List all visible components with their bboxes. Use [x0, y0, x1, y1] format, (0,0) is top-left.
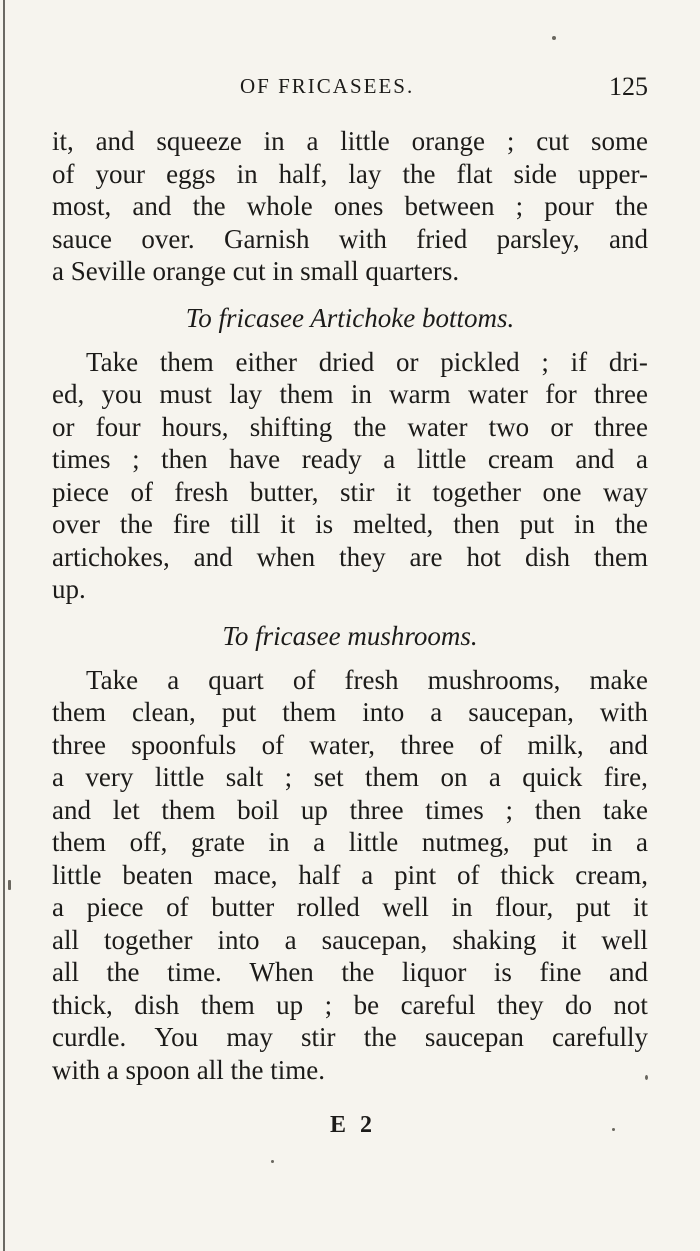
word: some — [591, 126, 648, 156]
word: well — [382, 892, 429, 922]
word: of — [261, 729, 285, 760]
page-edge — [3, 0, 5, 1251]
word: careful — [400, 989, 476, 1020]
word: off, — [129, 827, 168, 857]
word: dri- — [608, 346, 648, 377]
text-line — [52, 541, 648, 574]
word: with — [338, 223, 387, 254]
word: up — [276, 989, 304, 1020]
word: a — [167, 664, 180, 695]
running-head — [0, 72, 700, 112]
word: the — [614, 191, 648, 221]
word: into — [362, 697, 405, 727]
word: and — [193, 541, 233, 572]
word: of — [52, 158, 75, 189]
word: of — [292, 664, 316, 695]
word: clean, — [132, 697, 196, 727]
word: or — [395, 346, 419, 377]
word: squeeze — [156, 126, 242, 156]
word: a — [284, 924, 297, 955]
word: cream, — [575, 859, 648, 890]
word: parsley, — [496, 223, 580, 254]
paper-speck — [552, 36, 556, 40]
word: mushrooms, — [427, 664, 561, 695]
word: them — [282, 697, 337, 727]
word: take — [602, 794, 648, 825]
word: fire — [172, 509, 211, 539]
word: of — [479, 729, 503, 760]
word: salt — [225, 762, 264, 792]
word: nutmeg, — [421, 827, 510, 857]
word: ; — [505, 794, 514, 825]
word: hours, — [161, 411, 229, 442]
word: fresh — [174, 476, 229, 507]
word: Take — [86, 664, 139, 695]
recipe-heading-artichoke: To fricasee Artichoke bottoms. — [185, 302, 515, 333]
word: put — [575, 892, 611, 922]
word: butter — [211, 892, 275, 922]
word: is — [315, 509, 334, 539]
word: whole — [246, 191, 313, 221]
text-line — [52, 476, 648, 509]
word: side — [513, 158, 557, 189]
word: well — [601, 924, 648, 955]
word: must — [159, 379, 212, 409]
word: it, — [52, 126, 74, 156]
text-line — [52, 761, 648, 794]
word: time. — [167, 957, 222, 987]
word: if — [570, 346, 588, 377]
text-line — [52, 411, 648, 444]
word: butter, — [249, 476, 319, 507]
word: half — [298, 859, 341, 890]
word: cut — [536, 126, 570, 156]
word: are — [409, 541, 443, 572]
word: very — [85, 762, 134, 792]
word: have — [229, 444, 281, 474]
word: times — [425, 794, 484, 825]
word: in — [236, 158, 258, 189]
word: pint — [394, 859, 437, 890]
word: fresh — [344, 664, 399, 695]
word: one — [542, 476, 582, 507]
word: let — [112, 794, 140, 825]
word: do — [564, 989, 592, 1020]
word: a — [313, 827, 326, 857]
word: little — [52, 859, 102, 890]
word: little — [340, 126, 390, 156]
word: together — [432, 476, 521, 507]
word: rolled — [296, 892, 360, 922]
word: be — [353, 989, 380, 1020]
word: ; — [284, 762, 293, 792]
word: the — [402, 158, 436, 189]
word: put — [533, 827, 568, 857]
word: is — [493, 957, 512, 987]
word: them — [52, 827, 106, 857]
word: ; — [541, 346, 549, 377]
word: the — [106, 957, 140, 987]
word: Take — [86, 346, 139, 377]
word: grate — [190, 827, 245, 857]
text-line — [52, 190, 648, 223]
word: them — [279, 379, 334, 409]
word: may — [226, 1022, 273, 1052]
word: the — [119, 509, 153, 539]
text-line — [52, 729, 648, 762]
word: half, — [278, 158, 328, 189]
word: and — [608, 957, 648, 987]
word: ones — [333, 191, 384, 221]
word: with — [599, 697, 648, 727]
text-line — [52, 826, 648, 859]
text-line — [52, 891, 648, 924]
word: ; — [515, 191, 524, 221]
word: artichokes, — [52, 541, 170, 572]
page-body — [52, 125, 648, 1086]
word: pickled — [440, 346, 520, 377]
word: three — [52, 729, 106, 760]
word: warm — [389, 379, 451, 409]
word: a — [52, 762, 64, 792]
paragraph-eggs — [52, 125, 648, 288]
word: lay — [229, 379, 263, 409]
word: and — [608, 729, 648, 760]
word: and — [52, 794, 91, 825]
word: piece — [86, 892, 144, 922]
word: put — [221, 697, 257, 727]
word: in — [268, 827, 290, 857]
word: little — [154, 762, 205, 792]
word: dried — [318, 346, 375, 377]
word: in — [591, 827, 613, 857]
paper-speck — [8, 880, 11, 890]
word: hot — [466, 541, 501, 572]
text-line — [52, 346, 648, 379]
text-line: up. — [52, 574, 86, 604]
word: beaten — [122, 859, 193, 890]
word: liquor — [401, 957, 467, 987]
word: it — [632, 892, 648, 922]
word: up — [300, 794, 328, 825]
word: put — [519, 509, 555, 539]
word: then — [161, 444, 208, 474]
word: them — [593, 541, 648, 572]
text-line — [52, 794, 648, 827]
word: in — [451, 892, 473, 922]
running-head-title: OF FRICASEES. — [240, 74, 415, 98]
word: into — [217, 924, 260, 955]
word: or — [550, 411, 573, 442]
word: most, — [52, 191, 112, 221]
word: ready — [301, 444, 362, 474]
word: or — [52, 411, 75, 442]
word: times — [52, 444, 111, 474]
word: ; — [132, 444, 140, 474]
word: piece — [52, 476, 109, 507]
word: little — [348, 827, 399, 857]
word: they — [339, 541, 386, 572]
word: them — [159, 346, 214, 377]
paper-speck — [612, 1128, 615, 1131]
word: quick — [522, 762, 583, 792]
word: ; — [324, 989, 333, 1020]
paragraph-mushrooms — [52, 664, 648, 1087]
word: mace, — [213, 859, 278, 890]
text-line — [52, 696, 648, 729]
word: the — [614, 509, 648, 539]
signature-mark: E 2 — [330, 1112, 377, 1138]
word: dish — [524, 541, 570, 572]
text-line: with a spoon all the time. — [52, 1054, 325, 1085]
word: in — [350, 379, 372, 409]
word: in — [574, 509, 596, 539]
word: for — [545, 379, 577, 409]
word: when — [256, 541, 316, 572]
word: of — [166, 892, 189, 922]
recipe-heading-mushrooms: To fricasee mushrooms. — [222, 620, 478, 651]
word: them — [365, 762, 420, 792]
word: lay — [348, 158, 382, 189]
word: upper- — [578, 158, 648, 189]
word: pour — [544, 191, 594, 221]
word: sauce — [52, 223, 112, 254]
text-line — [52, 378, 648, 411]
word: a — [635, 444, 648, 474]
word: and — [132, 191, 172, 221]
word: fine — [539, 957, 582, 987]
word: them — [200, 989, 255, 1020]
word: the — [363, 1022, 397, 1052]
word: them — [52, 697, 106, 727]
word: quart — [208, 664, 264, 695]
text-line — [52, 664, 648, 697]
word: water — [467, 379, 528, 409]
word: till — [230, 509, 261, 539]
word: a — [488, 762, 501, 792]
word: your — [95, 158, 146, 189]
word: a — [306, 126, 319, 156]
word: and — [609, 223, 648, 254]
word: set — [313, 762, 344, 792]
text-line — [52, 443, 648, 476]
word: ed, — [52, 379, 85, 409]
word: all — [52, 924, 79, 955]
word: boil — [237, 794, 280, 825]
word: all — [52, 957, 79, 987]
word: way — [602, 476, 648, 507]
word: over. — [141, 223, 195, 254]
word: then — [453, 509, 500, 539]
word: water — [407, 411, 468, 442]
text-line — [52, 1021, 648, 1054]
word: saucepan — [424, 1022, 524, 1052]
page-number: 125 — [609, 72, 648, 101]
word: Garnish — [224, 223, 310, 254]
word: little — [416, 444, 467, 474]
word: a — [635, 827, 648, 857]
word: thick, — [52, 989, 113, 1020]
text-line — [52, 508, 648, 541]
word: not — [613, 989, 648, 1020]
word: it — [396, 476, 412, 507]
word: ; — [506, 126, 515, 156]
word: three — [349, 794, 404, 825]
word: melted, — [353, 509, 434, 539]
word: make — [589, 664, 648, 695]
paragraph-artichoke — [52, 346, 648, 606]
word: and — [95, 126, 135, 156]
word: three — [593, 411, 648, 442]
word: you — [101, 379, 143, 409]
word: the — [192, 191, 226, 221]
text-line — [52, 989, 648, 1022]
word: dish — [134, 989, 180, 1020]
word: it — [280, 509, 296, 539]
word: You — [154, 1022, 199, 1052]
word: When — [249, 957, 314, 987]
word: either — [235, 346, 298, 377]
word: two — [488, 411, 530, 442]
word: it — [561, 924, 577, 955]
word: flour, — [495, 892, 554, 922]
text-line — [52, 223, 648, 256]
word: milk, — [527, 729, 584, 760]
word: they — [496, 989, 544, 1020]
paper-speck — [271, 1160, 274, 1163]
word: fire, — [603, 762, 648, 792]
word: on — [440, 762, 468, 792]
word: eggs — [166, 158, 216, 189]
text-line — [52, 924, 648, 957]
word: over — [52, 509, 100, 539]
text-line — [52, 158, 648, 191]
word: saucepan, — [321, 924, 428, 955]
word: shifting — [249, 411, 333, 442]
word: shaking — [452, 924, 537, 955]
word: fried — [416, 223, 468, 254]
word: spoonfuls — [131, 729, 237, 760]
word: carefully — [552, 1022, 648, 1052]
word: saucepan, — [468, 697, 574, 727]
text-line — [52, 859, 648, 892]
text-line — [52, 956, 648, 989]
word: between — [404, 191, 495, 221]
word: of — [456, 859, 480, 890]
word: water, — [309, 729, 376, 760]
word: cream — [487, 444, 554, 474]
word: curdle. — [52, 1022, 127, 1052]
word: in — [263, 126, 285, 156]
word: four — [95, 411, 141, 442]
paper-speck — [645, 1075, 648, 1080]
text-line: a Seville orange cut in small quarters. — [52, 256, 460, 286]
word: three — [400, 729, 455, 760]
word: stir — [340, 476, 375, 507]
word: the — [341, 957, 375, 987]
word: three — [594, 379, 648, 409]
word: the — [353, 411, 387, 442]
word: a — [430, 697, 443, 727]
word: together — [104, 924, 193, 955]
word: flat — [456, 158, 493, 189]
word: a — [361, 859, 374, 890]
word: and — [575, 444, 615, 474]
word: a — [383, 444, 396, 474]
text-line — [52, 125, 648, 158]
word: orange — [411, 126, 486, 156]
word: stir — [301, 1022, 336, 1052]
word: of — [130, 476, 153, 507]
word: them — [161, 794, 216, 825]
word: then — [534, 794, 582, 825]
word: thick — [500, 859, 555, 890]
word: a — [52, 892, 64, 922]
